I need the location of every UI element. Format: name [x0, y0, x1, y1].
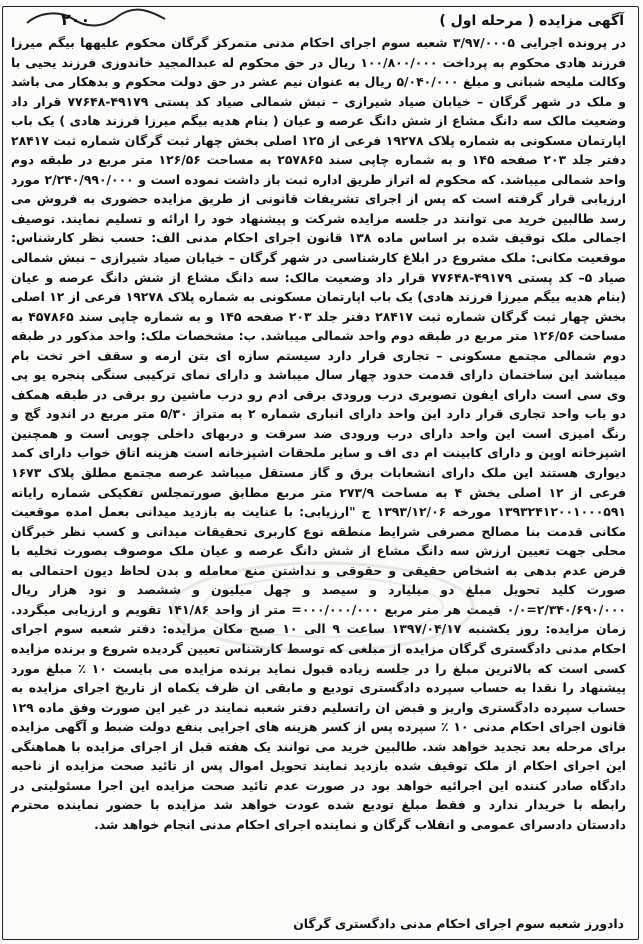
- auction-notice-box: [2, 6, 639, 940]
- handwritten-number-stamp: [21, 5, 171, 31]
- faint-watermark-icon: [153, 547, 493, 667]
- stamp-number: ۲۰۰: [61, 10, 91, 29]
- notice-title: آگهی مزایده ( مرحله اول ): [439, 13, 624, 29]
- issuer-signature: دادورز شعبه سوم اجرای احکام مدنی دادگستری گرگان: [293, 916, 624, 931]
- notice-body: در پرونده اجرایی ۳/۹۷/۰۰۰۵ شعبه سوم اجرای احکام مدنی متمرکز گرگان محکوم علیهها بیگم میرزا فرزند هادی محکوم به پرداخت ۱۰۰/۸۰۰/۰۰۰ ریال در حق محکوم له عبدالمجید خاندوزی فرزند یحیی با وکالت ملیحه شبانی و مبلغ ۵/۰۴۰/۰۰۰ ریال به عنوان نیم عشر در حق دولت محکوم و بدهکار می باشد و ملک در شهر گرگان – خیابان صیاد شیرازی – نبش شمالی صیاد کد پستی ۴۹۱۷۹-۷۷۶۴۸ قرار داد وضعیت مالک سه دانگ مشاع از شش دانگ عرصه و عیان ( بنام هدیه بیگم میرزا فرزند هادی ) یک باب اپارتمان مسکونی به شماره پلاک ۱۹۲۷۸ فرعی از ۱۲۵ اصلی بخش چهار ثبت گرگان شماره ثبت ۲۸۴۱۷ دفتر جلد ۲۰۳ صفحه ۱۴۵ و به شماره چاپی سند ۲۵۷۸۶۵ به مساحت ۱۲۶/۵۶ متر مربع در طبقه دوم واحد شمالی میباشد. که محکوم له اتراز طریق اداره ثبت باز داشت نموده است و ۲/۲۴۰/۹۹۰/۰۰۰ مورد ارزیابی قرار گرفته است که پس از اجرای تشریفات قانونی از طریق مزایده حضوری به فروش می رسد طالبین خرید می توانند در جلسه مزایده شرکت و پیشنهاد خود را ارائه و تسلیم نمایند. توصیف اجمالی ملک توقیف شده بر اساس ماده ۱۳۸ قانون اجرای احکام مدنی الف: حسب نظر کارشناس: موقعیت مکانی: ملک مشروع در ابلاغ کارشناسی در شهر گرگان – خیابان صیاد شیرازی – نبش شمالی صیاد ۵– کد پستی ۴۹۱۷۹-۷۷۶۴۸ قرار داد وضعیت مالک: سه دانگ مشاع از شش دانگ عرصه و عیان (بنام هدیه بیگم میرزا فرزند هادی) یک باب اپارتمان مسکونی به شماره پلاک ۱۹۲۷۸ فرعی از ۱۲ اصلی بخش چهار ثبت گرگان شماره ثبت ۲۸۴۱۷ دفتر جلد ۲۰۳ صفحه ۱۴۵ و به شماره چاپی سند ۴۵۷۸۶۵ به مساحت ۱۲۶/۵۶ متر مربع در طبقه دوم واحد شمالی میباشد. ب: مشخصات ملک: واحد مذکور در طبقه دوم شمالی مجتمع مسکونی – تجاری قرار دارد سیستم سازه ای بتن ارمه و سقف اخر تخت بام میباشد این ساختمان دارای قدمت حدود چهار سال میباشد و دارای نمای ترکیبی سنگی پنجره یو پی وی سی است دارای ایفون تصویری درب ورودی برقی ادم رو درب ماشین رو برقی در طبقه همکف دو باب واحد تجاری قرار دارد این واحد دارای انباری شماره ۲ به متراژ ۵/۳۰ متر مربع در اندود گچ و رنگ امیزی است این واحد دارای درب ورودی ضد سرقت و دربهای داخلی چوبی است و همچنین اشپزخانه اوپن و دارای کابینت ام دی اف و سایر ملحقات اشپزخانه است هزینه اتاق خواب دارای کمد دیواری هستند این ملک دارای انشعابات برق و گاز مستقل میباشد عرصه مجتمع مطلق پلاک ۱۶۷۳ فرعی از ۱۲ اصلی بخش ۴ به مساحت ۲۷۳/۹ متر مربع مطابق صورتمجلس تفکیکی شماره رایانه ۱۳۹۳۲۴۱۲۰۰۱۰۰۰۵۹۱ مورخه ۱۳۹۳/۱۲/۰۶ ج "ارزیابی: با عنایت به بازدید میدانی بعمل امده موقعیت مکانی قدمت بنا مصالح مصرفی شرایط منطقه نوع کاربری تحقیقات میدانی و کسب نظر خبرگان محلی جهت تعیین ارزش سه دانگ مشاع از شش دانگ عرصه و عیان ملک موصوف بصورت تخلیه با فرض عدم بدهی به اشخاص حقیقی و حقوقی و نداشتن منع معامله و بدن لحاظ دیون احتمالی به صورت کلید تحویل مبلغ دو میلیارد و سیصد و چهل میلیون و ششصد و نود هزار ریال ۲/۳۴۰/۶۹۰/۰۰۰=۰/۰ قیمت هر متر مربع ۰۰۰/۰۰۰/۰۰۰= متر از واحد ۱۴۱/۸۶ تقویم و ارزیابی میگردد. زمان مزایده: روز یکشنبه ۱۳۹۷/۰۴/۱۷ ساعت ۹ الی ۱۰ صبح مکان مزایده: دفتر شعبه سوم اجرای احکام مدنی دادگستری گرگان مزایده از مبلغی که توسط کارشناس تعیین گردیده شروع و برنده مزایده کسی است که بالاترین مبلغ را در جلسه زیاده قبول نماید برنده مزایده می بایست ۱۰ ٪ مبلغ مورد پیشنهاد را نقدا به حساب سپرده دادگستری تودیع و مابقی ان ظرف یکماه از تاریخ اجرای مزایده به حساب سپرده دادگستری واریز و قبض ان راتسلیم دفتر شعبه نمایند در غیر این صورت وفق ماده ۱۲۹ قانون اجرای احکام مدنی ۱۰ ٪ سپرده پس از کسر هزینه های اجرایی بنفع دولت ضبط و آگهی مزایده برای مرحله بعد تجدید خواهد شد. طالبین خرید می توانند یک هفته قبل از اجرای مزایده با هماهنگی این اجرای احکام از ملک توقیف شده بازدید نمایند تحویل اموال پس از تائید صحت مزایده از ناحیه دادگاه صادر کننده این اجرائیه خواهد بود در صورت عدم تائید صحت مزایده این اجرا مسئولیتی در رابطه با خریدار ندارد و فقط مبلغ تودیع شده عودت خواهد شد مزایده با حضور نماینده محترم دادستان دادسرای عمومی و انقلاب گرگان و نماینده اجرای احکام مدنی انجام خواهد شد.: [11, 35, 627, 832]
